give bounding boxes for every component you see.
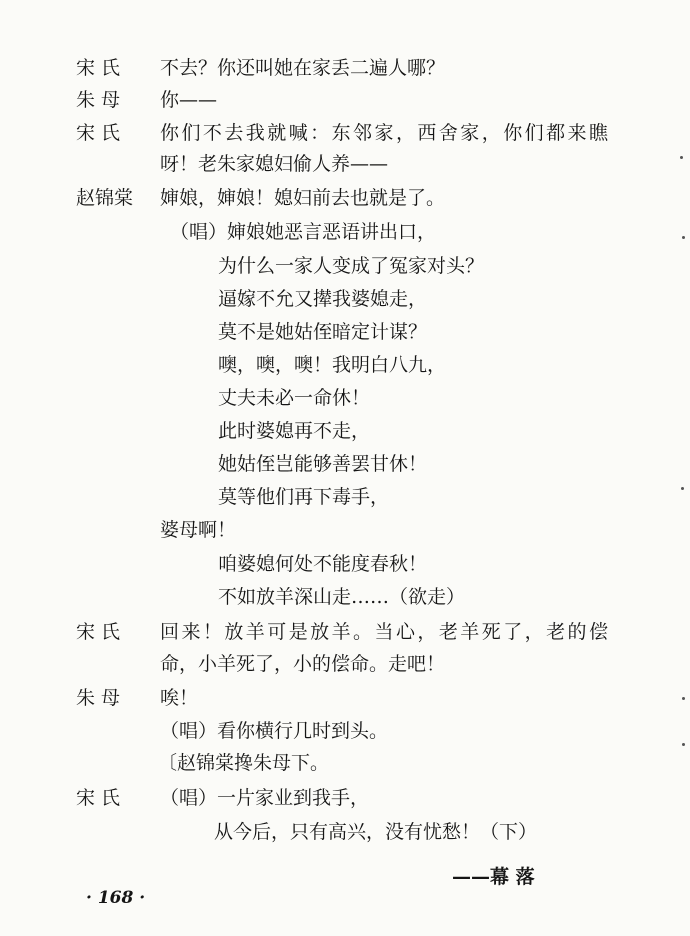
page-number: · 168 · [86,888,146,908]
speaker-song-shi: 宋 氏 [76,57,121,79]
song-verse: 逼嫁不允又撵我婆媳走， [218,288,428,310]
dialogue-line: 回来！放羊可是放羊。当心，老羊死了，老的偿 [160,621,608,643]
speaker-zhu-mu: 朱 母 [76,687,121,709]
scan-speck [681,487,684,490]
speaker-zhao-jintang: 赵锦棠 [76,187,134,209]
scan-speck [680,156,683,159]
dialogue-line-continued: 命，小羊死了，小的偿命。走吧！ [160,653,446,675]
speaker-song-shi: 宋 氏 [76,787,121,809]
scan-speck [682,697,685,700]
scan-speck [682,743,685,746]
dialogue-line: 不去？你还叫她在家丢二遍人哪？ [160,57,446,79]
song-interjection: 婆母啊！ [160,519,237,541]
song-verse: 噢，噢，噢！我明白八九， [218,354,447,376]
speaker-zhu-mu: 朱 母 [76,89,121,111]
song-verse: 莫等他们再下毒手， [218,486,390,508]
song-verse: 她姑侄岂能够善罢甘休！ [218,453,428,475]
dialogue-line: 唉！ [160,687,199,709]
scan-speck [682,236,685,239]
speaker-song-shi: 宋 氏 [76,122,121,144]
song-verse: 为什么一家人变成了冤家对头？ [218,255,485,277]
song-verse: 莫不是她姑侄暗定计谋？ [218,321,428,343]
curtain-falls: ——幕 落 [452,866,535,888]
song-cue: （唱）婶娘她恶言恶语讲出口， [170,221,437,243]
dialogue-line-continued: 呀！老朱家媳妇偷人养—— [160,153,389,175]
speaker-song-shi: 宋 氏 [76,621,121,643]
song-verse: 不如放羊深山走……（欲走） [218,586,466,608]
song-verse: 丈夫未必一命休！ [218,387,371,409]
song-verse: 从今后，只有高兴，没有忧愁！（下） [214,821,538,843]
dialogue-line: 你—— [160,89,218,111]
song-verse: 此时婆媳再不走， [218,420,371,442]
dialogue-line: 婶娘，婶娘！媳妇前去也就是了。 [160,187,446,209]
stage-direction: 〔赵锦棠搀朱母下。 [158,752,330,774]
song-cue: （唱）一片家业到我手， [160,787,370,809]
song-cue: （唱）看你横行几时到头。 [160,720,389,742]
song-verse: 咱婆媳何处不能度春秋！ [218,553,428,575]
dialogue-line: 你们不去我就喊：东邻家，西舍家，你们都来瞧 [160,122,608,144]
